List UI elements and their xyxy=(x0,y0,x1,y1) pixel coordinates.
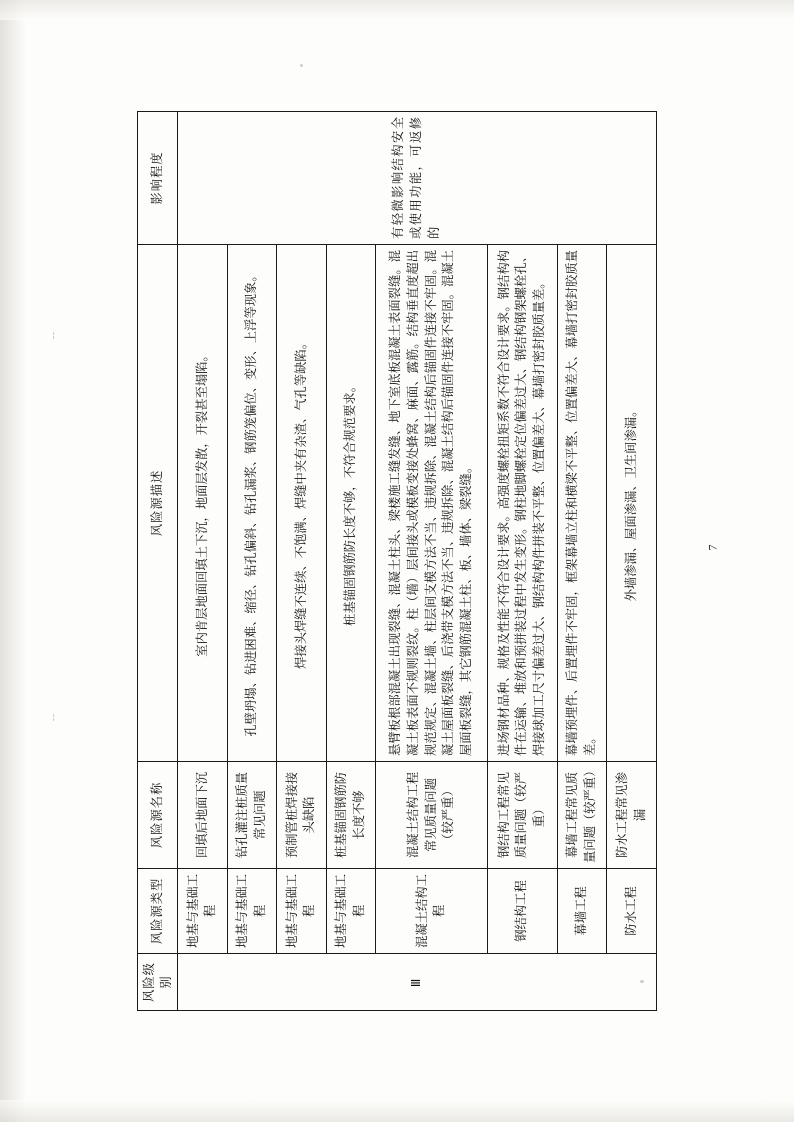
margin-mark: ˍˍ xyxy=(45,331,55,339)
scan-speck xyxy=(300,64,303,67)
table-row xyxy=(557,112,607,1011)
table-row xyxy=(178,112,228,1011)
cell-risk-name: 钢结构工程常见质量问题（较严重） xyxy=(487,762,557,869)
cell-risk-description: 外墙渗漏、屋面渗漏、卫生间渗漏。 xyxy=(607,245,657,762)
header-effect-degree: 影响程度 xyxy=(138,112,178,245)
cell-risk-type: 防水工程 xyxy=(607,869,657,954)
scan-edge-left xyxy=(0,0,26,1122)
cell-risk-description: 桩基锚固钢筋防长度不够，不符合规范要求。 xyxy=(326,245,376,762)
cell-risk-name: 防水工程常见渗漏 xyxy=(607,762,657,869)
cell-risk-level: Ⅲ xyxy=(178,954,657,1011)
cell-risk-type: 钢结构工程 xyxy=(487,869,557,954)
cell-risk-name: 预制管桩焊接接头缺陷 xyxy=(277,762,327,869)
table-row xyxy=(376,112,488,1011)
table-row xyxy=(487,112,557,1011)
cell-risk-description: 孔壁坍塌、钻进困难、缩径、钻孔偏斜、钻孔漏浆、钢筋笼偏位、变形、上浮等现象。 xyxy=(227,245,277,762)
cell-risk-type: 地基与基础工程 xyxy=(178,869,228,954)
header-risk-level: 风险级别 xyxy=(138,954,178,1011)
header-risk-name: 风险源名称 xyxy=(138,762,178,869)
rotated-table-wrapper xyxy=(137,111,657,1011)
cell-risk-description: 悬臂板根部混凝土出现裂缝、混凝土柱头、梁楼施工缝发缝、地下室底板混凝土表面裂缝。混凝土板表面不规则裂纹。柱（墙）层间接头或模板变接处蜂窝、麻面、露筋。结构垂直度超出规范规定、混凝土墙、柱层间支模方法不当、违规拆除、混凝土结构后锚固件连接不牢固。混凝土屋面板裂缝、后浇带支模方法不当、违规拆除、混凝土结构后锚固件连接不牢固。混凝土屋面板裂缝，其它钢筋混凝土柱、板、墙体、梁裂缝。 xyxy=(376,245,488,762)
cell-effect-degree: 有轻微影响结构安全或使用功能，可返修的 xyxy=(178,112,657,245)
cell-risk-type: 幕墙工程 xyxy=(557,869,607,954)
cell-risk-name: 回填后地面下沉 xyxy=(178,762,228,869)
table-body xyxy=(178,112,657,1011)
cell-risk-type: 地基与基础工程 xyxy=(227,869,277,954)
cell-risk-type: 混凝土结构工程 xyxy=(376,869,488,954)
cell-risk-name: 幕墙工程常见质量问题（较严重） xyxy=(557,762,607,869)
table-row xyxy=(326,112,376,1011)
cell-risk-description: 室内肯层地面回填土下沉，地面层发散，开裂甚至塌陷。 xyxy=(178,245,228,762)
cell-risk-name: 混凝土结构工程常见质量问题（较严重） xyxy=(376,762,488,869)
scan-edge-bottom xyxy=(0,1100,794,1122)
cell-risk-type: 地基与基础工程 xyxy=(326,869,376,954)
cell-risk-description: 焊接头焊缝不连续、不饱满、焊缝中夹有杂渣、气孔等缺陷。 xyxy=(277,245,327,762)
cell-risk-name: 钻孔灌注桩质量常见问题 xyxy=(227,762,277,869)
table-row xyxy=(227,112,277,1011)
cell-risk-description: 幕墙预埋件、后置埋件不牢固，框架幕墙立柱和横梁不平整、位置偏差大、幕墙打密封胶质量差。 xyxy=(557,245,607,762)
table-row xyxy=(607,112,657,1011)
margin-mark: ˍˍ xyxy=(45,713,55,721)
cell-risk-type: 地基与基础工程 xyxy=(277,869,327,954)
table-row xyxy=(277,112,327,1011)
table-header xyxy=(138,112,178,1011)
cell-risk-description: 进场钢材品种、规格及性能不符合设计要求。高强度螺栓扭矩系数不符合设计要求。钢结构构件在运输、堆放和预拼装过程中发生变形。钢柱地脚螺栓定位偏差过大、钢结构钢架螺栓孔、焊接球加工尺寸偏差过大、钢结构构件拼装不平整、位置偏差大、幕墙打密封胶质量差。 xyxy=(487,245,557,762)
risk-source-table xyxy=(137,111,657,1011)
table-header-row xyxy=(138,112,178,1011)
page-number: 7 xyxy=(705,544,720,551)
header-risk-description: 风险源描述 xyxy=(138,245,178,762)
header-risk-type: 风险源类型 xyxy=(138,869,178,954)
scan-edge-top xyxy=(0,0,794,20)
cell-risk-name: 桩基锚固钢筋防长度不够 xyxy=(326,762,376,869)
